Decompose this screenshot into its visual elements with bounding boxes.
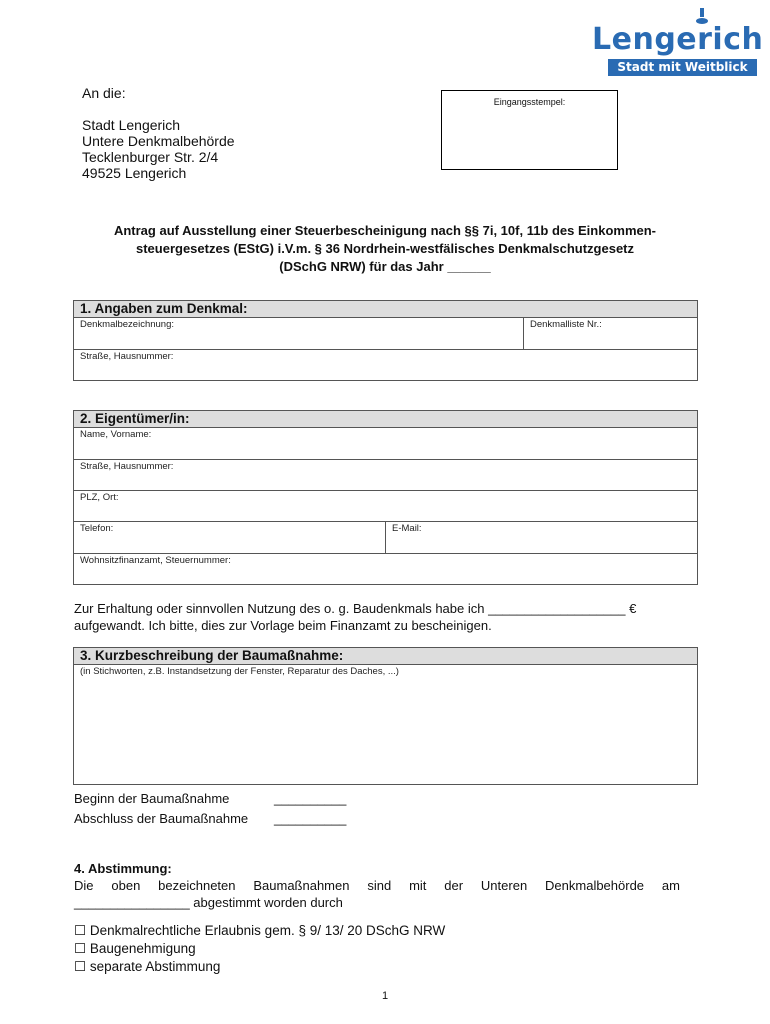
denkmalbezeichnung-field[interactable]: Denkmalbezeichnung: (74, 318, 524, 349)
address-line-3: Tecklenburger Str. 2/4 (82, 149, 219, 165)
owner-phone-field[interactable]: Telefon: (74, 522, 386, 553)
agreement-word: bezeichneten (158, 878, 236, 893)
owner-plz-field[interactable]: PLZ, Ort: (80, 492, 119, 503)
cost-line-2: aufgewandt. Ich bitte, dies zur Vorlage beim Finanzamt zu bescheinigen. (74, 618, 492, 633)
monument-name-row (74, 318, 697, 350)
owner-tax-field[interactable]: Wohnsitzfinanzamt, Steuernummer: (80, 555, 231, 566)
measure-description-field[interactable] (74, 665, 697, 784)
logo-wordmark: Lengerich (592, 22, 764, 57)
agreement-line-1 (74, 877, 680, 894)
section-2-heading: 2. Eigentümer/in: (74, 411, 697, 428)
page-number: 1 (381, 990, 389, 1002)
begin-row (74, 790, 394, 810)
stamp-label: Eingangsstempel: (493, 97, 566, 107)
owner-contact-row (74, 522, 697, 554)
agreement-options (74, 922, 445, 976)
measure-hint: (in Stichworten, z.B. Instandsetzung der Fenster, Reparatur des Daches, ...) (80, 666, 399, 677)
end-value[interactable]: __________ (274, 811, 347, 826)
denkmalliste-field[interactable]: Denkmalliste Nr.: (530, 319, 602, 330)
cost-line-1: Zur Erhaltung oder sinnvollen Nutzung des o. g. Baudenkmals habe ich ___________________ € (74, 601, 637, 616)
checkbox-building-permit[interactable]: ☐ Baugenehmigung (74, 941, 196, 956)
owner-plz-row (74, 491, 697, 522)
title-line-2: steuergesetzes (EStG) i.V.m. § 36 Nordrhein-westfälisches Denkmalschutzgesetz (135, 241, 635, 256)
city-logo (592, 8, 764, 74)
section-1-heading: 1. Angaben zum Denkmal: (74, 301, 697, 318)
recipient-address (82, 85, 235, 181)
section-owner (73, 410, 698, 585)
checkbox-separate-agreement[interactable]: ☐ separate Abstimmung (74, 959, 221, 974)
agreement-word: mit (409, 878, 427, 893)
agreement-word: sind (367, 878, 392, 893)
form-title (75, 222, 695, 276)
owner-tax-row (74, 554, 697, 585)
agreement-word: Unteren (480, 878, 528, 893)
address-to: An die: (82, 85, 126, 101)
begin-label: Beginn der Baumaßnahme (74, 791, 230, 806)
title-line-3: (DSchG NRW) für das Jahr ______ (279, 259, 491, 274)
owner-street-row (74, 460, 697, 491)
section-measure (73, 647, 698, 785)
owner-street-field[interactable]: Straße, Hausnummer: (80, 461, 174, 472)
address-line-4: 49525 Lengerich (82, 165, 187, 181)
address-line-2: Untere Denkmalbehörde (82, 133, 235, 149)
title-line-1: Antrag auf Ausstellung einer Steuerbescheinigung nach §§ 7i, 10f, 11b des Einkommen- (113, 223, 657, 238)
section-4-heading: 4. Abstimmung: (74, 861, 172, 876)
begin-value[interactable]: __________ (274, 791, 347, 806)
agreement-word: oben (111, 878, 141, 893)
agreement-word: am (661, 878, 680, 893)
section-3-heading: 3. Kurzbeschreibung der Baumaßnahme: (74, 648, 697, 665)
receipt-stamp-box (441, 90, 618, 170)
monument-street-row (74, 350, 697, 381)
agreement-word: Die (74, 878, 94, 893)
owner-name-row (74, 428, 697, 460)
agreement-word: Denkmalbehörde (545, 878, 645, 893)
address-line-1: Stadt Lengerich (82, 117, 181, 133)
logo-tagline: Stadt mit Weitblick (608, 59, 757, 76)
monument-street-field[interactable]: Straße, Hausnummer: (80, 351, 174, 362)
owner-email-field[interactable]: E-Mail: (392, 523, 422, 534)
owner-name-field[interactable]: Name, Vorname: (80, 429, 152, 440)
checkbox-denkmal-permit[interactable]: ☐ Denkmalrechtliche Erlaubnis gem. § 9/ 13/ 20 DSchG NRW (74, 923, 446, 938)
agreement-word: der (444, 878, 464, 893)
agreement-line-2: ________________ abgestimmt worden durch (74, 895, 343, 910)
agreement-word: Baumaßnahmen (253, 878, 350, 893)
cost-statement (74, 600, 694, 634)
measure-dates (74, 790, 394, 830)
section-monument (73, 300, 698, 381)
end-label: Abschluss der Baumaßnahme (74, 811, 249, 826)
end-row (74, 810, 394, 830)
section-agreement (74, 860, 680, 911)
